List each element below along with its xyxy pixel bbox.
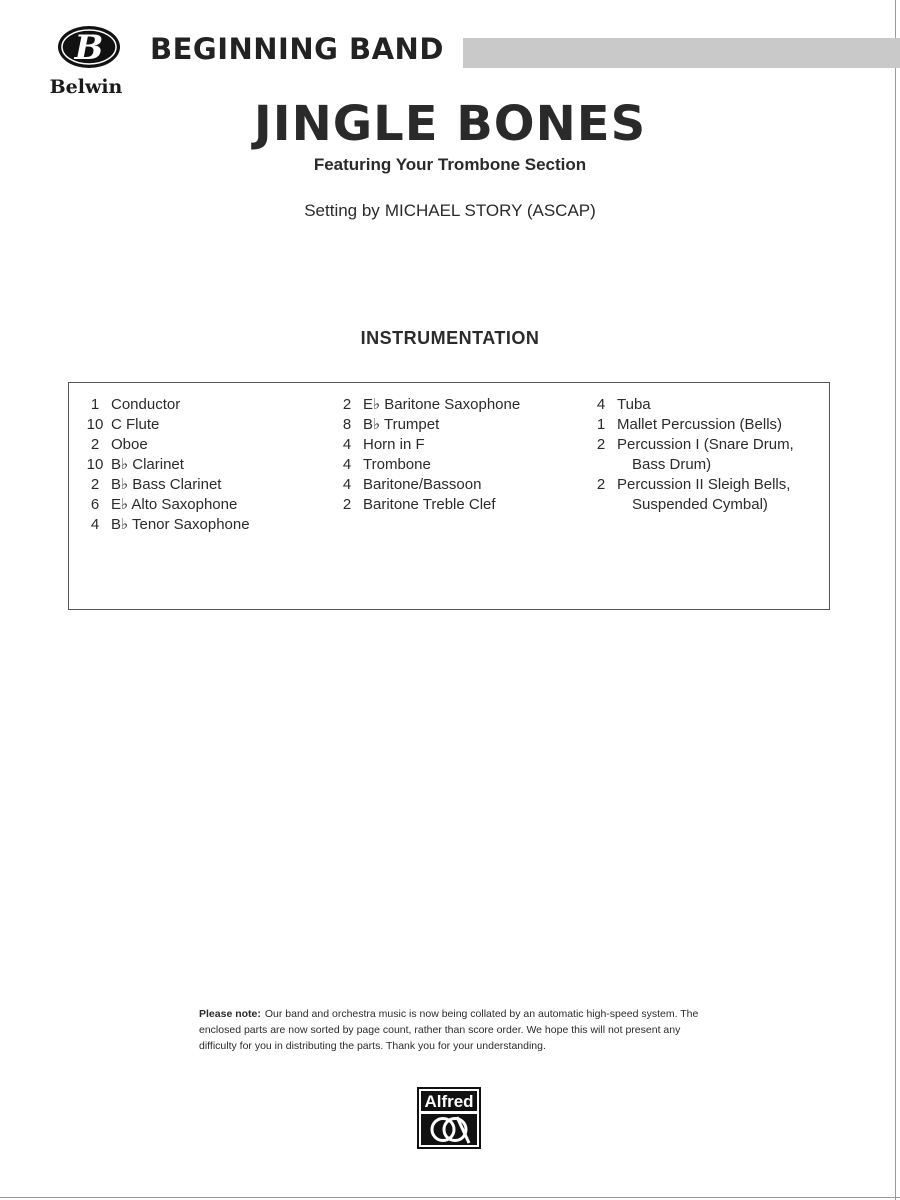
part-name: E♭ Alto Saxophone xyxy=(111,496,238,513)
part-quantity: 1 xyxy=(596,416,606,433)
collation-note xyxy=(199,1006,709,1054)
page-edge-right xyxy=(895,0,896,1200)
list-item xyxy=(79,435,250,455)
list-item xyxy=(585,435,794,455)
part-name: Conductor xyxy=(111,396,181,413)
instrumentation-column-1 xyxy=(79,395,250,535)
part-name: Percussion I (Snare Drum, xyxy=(617,436,794,453)
list-item xyxy=(331,455,520,475)
alfred-logo xyxy=(417,1087,481,1149)
part-name: Baritone/Bassoon xyxy=(363,476,482,493)
list-item xyxy=(331,395,520,415)
arranger-name: MICHAEL STORY (ASCAP) xyxy=(384,201,596,220)
part-quantity: 2 xyxy=(90,436,100,453)
list-item xyxy=(585,395,794,415)
list-item xyxy=(79,455,250,475)
list-item xyxy=(331,495,520,515)
part-name: Horn in F xyxy=(363,436,425,453)
list-item xyxy=(585,495,794,515)
belwin-emblem-icon xyxy=(56,24,122,70)
part-name: Trombone xyxy=(363,456,431,473)
setting-prefix: Setting by xyxy=(304,201,380,220)
part-quantity: 1 xyxy=(90,396,100,413)
page-edge-bottom xyxy=(0,1197,900,1198)
part-quantity: 4 xyxy=(342,476,352,493)
series-bar xyxy=(463,38,900,68)
list-item xyxy=(79,515,250,535)
arranger-credit xyxy=(0,201,900,221)
part-name: Suspended Cymbal) xyxy=(632,496,768,513)
part-name: E♭ Baritone Saxophone xyxy=(363,396,521,413)
part-name: Tuba xyxy=(617,396,651,413)
list-item xyxy=(585,455,794,475)
part-name: B♭ Bass Clarinet xyxy=(111,476,222,493)
publisher-name: Belwin xyxy=(49,76,123,98)
part-quantity: 2 xyxy=(596,436,606,453)
part-quantity: 2 xyxy=(342,396,352,413)
list-item xyxy=(331,475,520,495)
part-name: Baritone Treble Clef xyxy=(363,496,496,513)
part-quantity: 4 xyxy=(342,436,352,453)
part-name: Percussion II Sleigh Bells, xyxy=(617,476,791,493)
list-item xyxy=(585,475,794,495)
part-name: B♭ Tenor Saxophone xyxy=(111,516,250,533)
list-item xyxy=(331,415,520,435)
alfred-logo-text: Alfred xyxy=(424,1092,474,1111)
part-quantity: 4 xyxy=(596,396,606,413)
part-name: B♭ Clarinet xyxy=(111,456,184,473)
part-name: B♭ Trumpet xyxy=(363,416,440,433)
part-quantity: 2 xyxy=(342,496,352,513)
part-quantity: 2 xyxy=(596,476,606,493)
list-item xyxy=(331,435,520,455)
instrumentation-box xyxy=(68,382,830,610)
list-item xyxy=(79,395,250,415)
part-name: Oboe xyxy=(111,436,148,453)
page-title: JINGLE BONES xyxy=(253,96,647,152)
part-quantity: 2 xyxy=(90,476,100,493)
list-item xyxy=(79,415,250,435)
part-quantity: 10 xyxy=(86,456,104,473)
belwin-logo xyxy=(30,22,142,102)
instrumentation-column-3 xyxy=(585,395,794,515)
note-label: Please note: xyxy=(199,1008,261,1020)
list-item xyxy=(79,495,250,515)
instrumentation-column-2 xyxy=(331,395,520,515)
subtitle: Featuring Your Trombone Section xyxy=(313,155,587,174)
instrumentation-heading: INSTRUMENTATION xyxy=(360,328,540,348)
part-quantity: 4 xyxy=(342,456,352,473)
note-text: Our band and orchestra music is now being collated by an automatic high-speed system. The enclosed parts are now sorted by page count, rather than score order. We hope this will not present any difficulty for you in distributing the parts. Thank you for your understanding. xyxy=(199,1008,699,1052)
list-item xyxy=(79,475,250,495)
part-quantity: 4 xyxy=(90,516,100,533)
list-item xyxy=(585,415,794,435)
part-quantity: 6 xyxy=(90,496,100,513)
part-quantity: 8 xyxy=(342,416,352,433)
svg-text:B: B xyxy=(74,28,104,68)
part-name: Bass Drum) xyxy=(632,456,712,473)
part-name: C Flute xyxy=(111,416,160,433)
part-name: Mallet Percussion (Bells) xyxy=(617,416,783,433)
series-title: BEGINNING BAND xyxy=(150,32,444,66)
part-quantity: 10 xyxy=(86,416,104,433)
